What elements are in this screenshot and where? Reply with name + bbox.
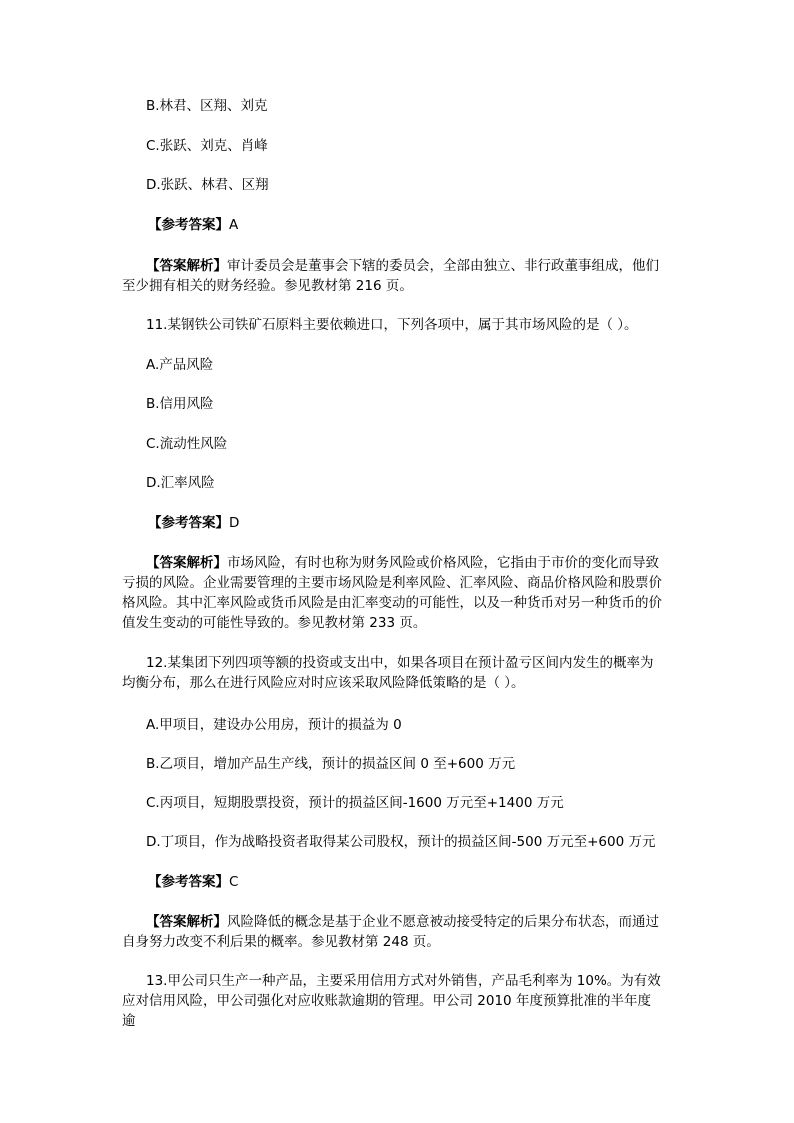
option-d-q10: D.张跃、林君、区翔 [146, 177, 269, 193]
explanation-label: 【答案解析】 [146, 555, 227, 571]
option-b-q10: B.林君、区翔、刘克 [146, 98, 268, 114]
answer-q12 [148, 872, 238, 892]
answer-value: D [229, 515, 240, 531]
question-11: 11.某钢铁公司铁矿石原料主要依赖进口，下列各项中，属于其市场风险的是（ ）。 [146, 317, 638, 333]
answer-value: C [229, 874, 239, 890]
option-b-q11: B.信用风险 [146, 396, 214, 412]
answer-label: 【参考答案】 [148, 515, 229, 531]
explanation-label: 【答案解析】 [146, 258, 227, 274]
option-d-q12: D.丁项目，作为战略投资者取得某公司股权，预计的损益区间-500 万元至+600 万元 [146, 834, 656, 850]
answer-label: 【参考答案】 [148, 874, 229, 890]
option-c-q12: C.丙项目，短期股票投资，预计的损益区间-1600 万元至+1400 万元 [146, 795, 564, 811]
option-c-q11: C.流动性风险 [146, 436, 228, 452]
answer-q11 [148, 513, 239, 533]
option-a-q12: A.甲项目，建设办公用房，预计的损益为 0 [146, 717, 402, 733]
explanation-text: 风险降低的概念是基于企业不愿意被动接受特定的后果分布状态，而通过自身努力改变不利后果的概率。参见教材第 248 页。 [122, 914, 659, 950]
option-c-q10: C.张跃、刘克、肖峰 [146, 138, 268, 154]
answer-label: 【参考答案】 [148, 217, 229, 233]
explanation-q11 [122, 553, 662, 633]
explanation-q12 [122, 912, 662, 952]
option-b-q12: B.乙项目，增加产品生产线，预计的损益区间 0 至+600 万元 [146, 756, 516, 772]
option-a-q11: A.产品风险 [146, 357, 214, 373]
question-13: 13.甲公司只生产一种产品，主要采用信用方式对外销售，产品毛利率为 10%。为有效应对信用风险，甲公司强化对应收账款逾期的管理。甲公司 2010 年度预算批准的半年度逾 [122, 973, 661, 1029]
option-d-q11: D.汇率风险 [146, 475, 215, 491]
question-12: 12.某集团下列四项等额的投资或支出中，如果各项目在预计盈亏区间内发生的概率为均衡分布，那么在进行风险应对时应该采取风险降低策略的是（ ）。 [122, 655, 654, 691]
answer-value: A [229, 217, 239, 233]
explanation-text: 审计委员会是董事会下辖的委员会，全部由独立、非行政董事组成，他们至少拥有相关的财务经验。参见教材第 216 页。 [122, 258, 659, 294]
explanation-label: 【答案解析】 [146, 914, 227, 930]
explanation-q10 [122, 256, 662, 296]
explanation-text: 市场风险，有时也称为财务风险或价格风险，它指由于市价的变化而导致亏损的风险。企业需要管理的主要市场风险是利率风险、汇率风险、商品价格风险和股票价格风险。其中汇率风险或货币风险是由汇率变动的可能性，以及一种货币对另一种货币的价值发生变动的可能性导致的。参见教材第 233 页。 [122, 555, 662, 631]
answer-q10 [148, 215, 238, 235]
